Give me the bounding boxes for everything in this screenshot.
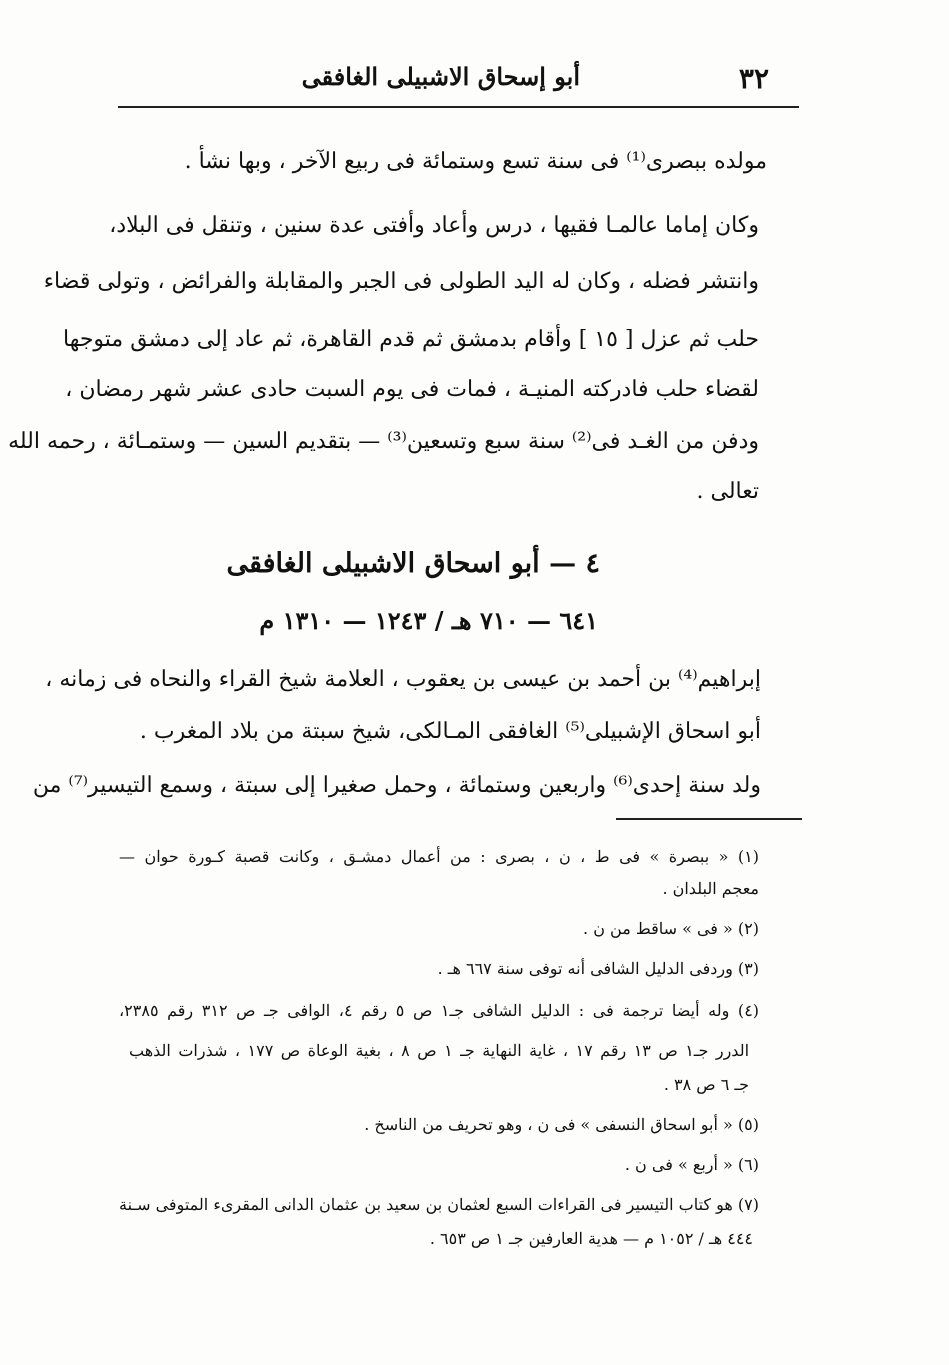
section-heading: ٤ — أبو اسحاق الاشبيلى الغافقى xyxy=(226,548,600,579)
footnote: (٥) « أبو اسحاق النسفى » فى ن ، وهو تحريف من الناسخ . xyxy=(364,1115,759,1134)
section-dates: ٦٤١ — ٧١٠ هـ / ١٢٤٣ — ١٣١٠ م xyxy=(259,606,598,635)
footnote: (٤) وله أيضا ترجمة فى : الدليل الشافى جـ١ ص ٥ رقم ٤، الوافى جـ ص ٣١٢ رقم ٢٣٨٥، xyxy=(119,1001,760,1020)
footnote: (٣) وردفى الدليل الشافى أنه توفى سنة ٦٦٧ هـ . xyxy=(437,959,759,978)
body-line: تعالى . xyxy=(696,479,759,504)
footnote: (٧) هو كتاب التيسير فى القراءات السبع لعثمان بن سعيد بن عثمان الدانى المقرىء المتوفى سـنة xyxy=(119,1195,760,1214)
body-line: مولده ببصرى⁽¹⁾ فى سنة تسع وستمائة فى ربيع الآخر ، وبها نشأ . xyxy=(184,149,767,174)
bio-line: إبراهيم⁽⁴⁾ بن أحمد بن عيسى بن يعقوب ، العلامة شيخ القراء والنحاه فى زمانه ، xyxy=(45,667,761,692)
running-title: أبو إسحاق الاشبيلى الغافقى xyxy=(301,62,580,91)
body-line: ودفن من الغـد فى⁽²⁾ سنة سبع وتسعين⁽³⁾ — بتقديم السين — وستمـائة ، رحمه الله xyxy=(8,429,759,454)
body-line: وانتشر فضله ، وكان له اليد الطولى فى الجبر والمقابلة والفرائض ، وتولى قضاء xyxy=(43,269,759,294)
footnote: (١) « ببصرة » فى ط ، ن ، بصرى : من أعمال دمشـق ، وكانت قصبة كـورة حوان — xyxy=(119,847,759,866)
page-number: ٣٢ xyxy=(738,62,769,95)
footnote: جـ ٦ ص ٣٨ . xyxy=(663,1075,749,1094)
footnote: (٢) « فى » ساقط من ن . xyxy=(583,919,759,938)
body-line: لقضاء حلب فادركته المنيـة ، فمات فى يوم السبت حادى عشر شهر رمضان ، xyxy=(65,377,759,402)
body-line: وكان إماما عالمـا فقيها ، درس وأعاد وأفتى عدة سنين ، وتنقل فى البلاد، xyxy=(109,213,759,238)
footnote: ٤٤٤ هـ / ١٠٥٢ م — هدية العارفين جـ ١ ص ٦٥٣ . xyxy=(429,1229,753,1248)
footnote: معجم البلدان . xyxy=(662,879,759,898)
footnote-rule xyxy=(616,818,802,820)
bio-line: ولد سنة إحدى⁽⁶⁾ واربعين وستمائة ، وحمل صغيرا إلى سبتة ، وسمع التيسير⁽⁷⁾ من xyxy=(32,773,761,798)
footnote: (٦) « أربع » فى ن . xyxy=(624,1155,759,1174)
bio-line: أبو اسحاق الإشبيلى⁽⁵⁾ الغافقى المـالكى، شيخ سبتة من بلاد المغرب . xyxy=(139,719,761,744)
header-rule xyxy=(118,106,799,108)
body-line: حلب ثم عزل [ ١٥ ] وأقام بدمشق ثم قدم القاهرة، ثم عاد إلى دمشق متوجها xyxy=(62,327,759,352)
footnote: الدرر جـ١ ص ١٣ رقم ١٧ ، غاية النهاية جـ ١ ص ٨ ، بغية الوعاة ص ١٧٧ ، شذرات الذهب xyxy=(129,1041,750,1060)
